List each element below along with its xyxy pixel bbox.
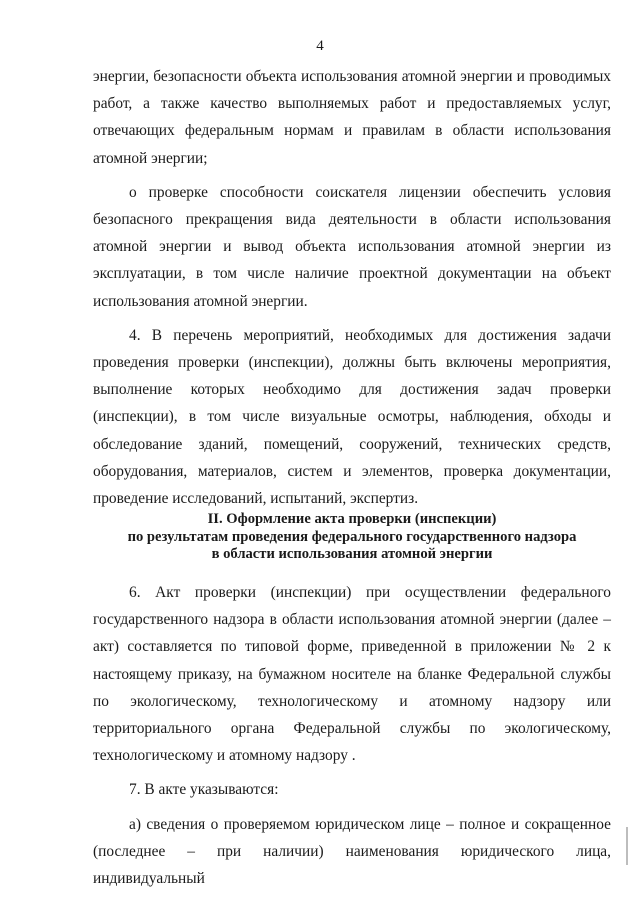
section-heading-line-1: II. Оформление акта проверки (инспекции)	[207, 511, 497, 527]
paragraph-item-7a: а) сведения о проверяемом юридическом лице – полное и сокращенное (последнее – при наличии) наименования юридического лица, индивидуальный	[93, 815, 611, 888]
page-number: 4	[316, 38, 324, 54]
section-heading-line-2: по результатам проведения федерального государственного надзора	[127, 528, 577, 545]
text-block-top	[93, 63, 611, 512]
paragraph-item-7: 7. В акте указываются:	[129, 781, 279, 799]
text-block-bottom	[93, 579, 611, 892]
paragraph-item-6: 6. Акт проверки (инспекции) при осуществлении федерального государственного надзора в области использования атомной энергии (далее – акт) составляется по типовой форме, приведенной в приложении № 2 к настоящему приказу, на бумажном носителе на бланке Федеральной службы по экологическому, технологическому и атомному надзору или территориального органа Федеральной службы по экологическому, технологическому и атомному надзору .	[93, 584, 611, 765]
paragraph-decommissioning: о проверке способности соискателя лицензии обеспечить условия безопасного прекращения вида деятельности в области использования атомной энергии и вывод объекта использования атомной энергии из эксплуатации, в том числе наличие проектной документации на объект использования атомной энергии.	[93, 183, 611, 310]
paragraph-item-4: 4. В перечень мероприятий, необходимых для достижения задачи проведения проверки (инспекции), должны быть включены мероприятия, выполнение которых необходимо для достижения задач проверки (инспекции), в том числе визуальные осмотры, наблюдения, обходы и обследование зданий, помещений, сооружений, технических средств, оборудования, материалов, систем и элементов, проверка документации, проведение исследований, испытаний, экспертиз.	[93, 326, 611, 508]
paragraph-continuation: энергии, безопасности объекта использования атомной энергии и проводимых работ, а также качество выполняемых работ и предоставляемых услуг, отвечающих федеральным нормам и правилам в области использования атомной энергии;	[93, 68, 611, 167]
section-heading	[93, 511, 611, 564]
section-heading-line-3: в области использования атомной энергии	[211, 546, 493, 562]
scan-edge-mark	[626, 827, 628, 865]
